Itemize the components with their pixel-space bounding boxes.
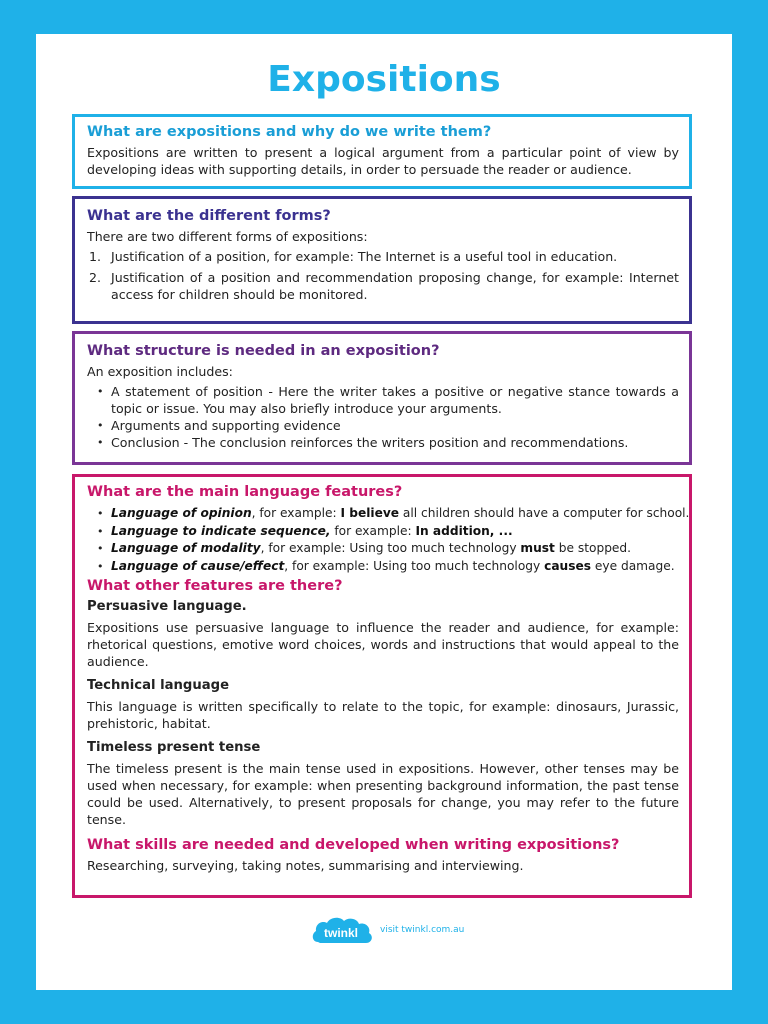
technical-text: This language is written specifically to relate to the topic, for example: dinosaurs, Jurassic, prehistoric, habitat. — [87, 699, 679, 731]
section-what-are-expositions — [72, 114, 692, 189]
list-item: • Language to indicate sequence, for example: In addition, ... — [87, 523, 679, 541]
section-different-forms — [72, 196, 692, 324]
section-heading: What are the different forms? — [87, 208, 331, 224]
list-item: • Conclusion - The conclusion reinforces the writers position and recommendations. — [87, 434, 679, 451]
timeless-text: The timeless present is the main tense used in expositions. However, other tenses may be used when necessary, for example: when presenting background information, the past tense could be used. Alternatively, to present proposals for change, you may refer to the future tense. — [87, 761, 679, 827]
section-heading: What are expositions and why do we write them? — [87, 124, 492, 140]
features-list — [87, 505, 690, 575]
subheading-persuasive: Persuasive language. — [87, 599, 247, 614]
persuasive-text: Expositions use persuasive language to influence the reader and audience, for example: rhetorical questions, emotive word choices, words and instructions that would appeal to the audience. — [87, 620, 679, 669]
structure-list — [87, 383, 679, 451]
section-heading: What skills are needed and developed when writing expositions? — [87, 837, 620, 853]
section-structure — [72, 331, 692, 465]
section-intro: There are two different forms of expositions: — [87, 229, 368, 244]
skills-text: Researching, surveying, taking notes, summarising and interviewing. — [87, 858, 524, 873]
section-language-features — [72, 474, 692, 898]
section-heading: What other features are there? — [87, 578, 343, 594]
list-item: • Arguments and supporting evidence — [87, 417, 679, 434]
subheading-timeless: Timeless present tense — [87, 740, 261, 755]
subheading-technical: Technical language — [87, 678, 230, 693]
poster-page — [36, 34, 732, 990]
list-item: • Language of modality, for example: Using too much technology must be stopped. — [87, 540, 679, 558]
visit-link[interactable]: visit twinkl.com.au — [380, 925, 465, 935]
section-text: Expositions are written to present a logical argument from a particular point of view by developing ideas with supporting details, in order to persuade the reader or audience. — [87, 145, 679, 177]
page-title: Expositions — [267, 59, 501, 100]
list-item: • A statement of position - Here the writer takes a positive or negative stance towards a topic or issue. You may also briefly introduce your arguments. — [87, 383, 679, 417]
list-item: • Language of cause/effect, for example: Using too much technology causes eye damage. — [87, 558, 679, 576]
twinkl-logo — [310, 912, 376, 950]
forms-list — [87, 248, 679, 303]
section-intro: An exposition includes: — [87, 364, 233, 379]
list-item: 1. Justification of a position, for example: The Internet is a useful tool in education. — [89, 249, 618, 264]
footer — [310, 912, 470, 952]
section-heading: What are the main language features? — [87, 484, 403, 500]
svg-text:twinkl: twinkl — [323, 926, 359, 940]
section-heading: What structure is needed in an exposition? — [87, 343, 440, 359]
list-item: • Language of opinion, for example: I believe all children should have a computer for school. — [87, 505, 679, 523]
list-item: 2. Justification of a position and recommendation proposing change, for example: Internet access for children should be monitored. — [89, 270, 679, 302]
